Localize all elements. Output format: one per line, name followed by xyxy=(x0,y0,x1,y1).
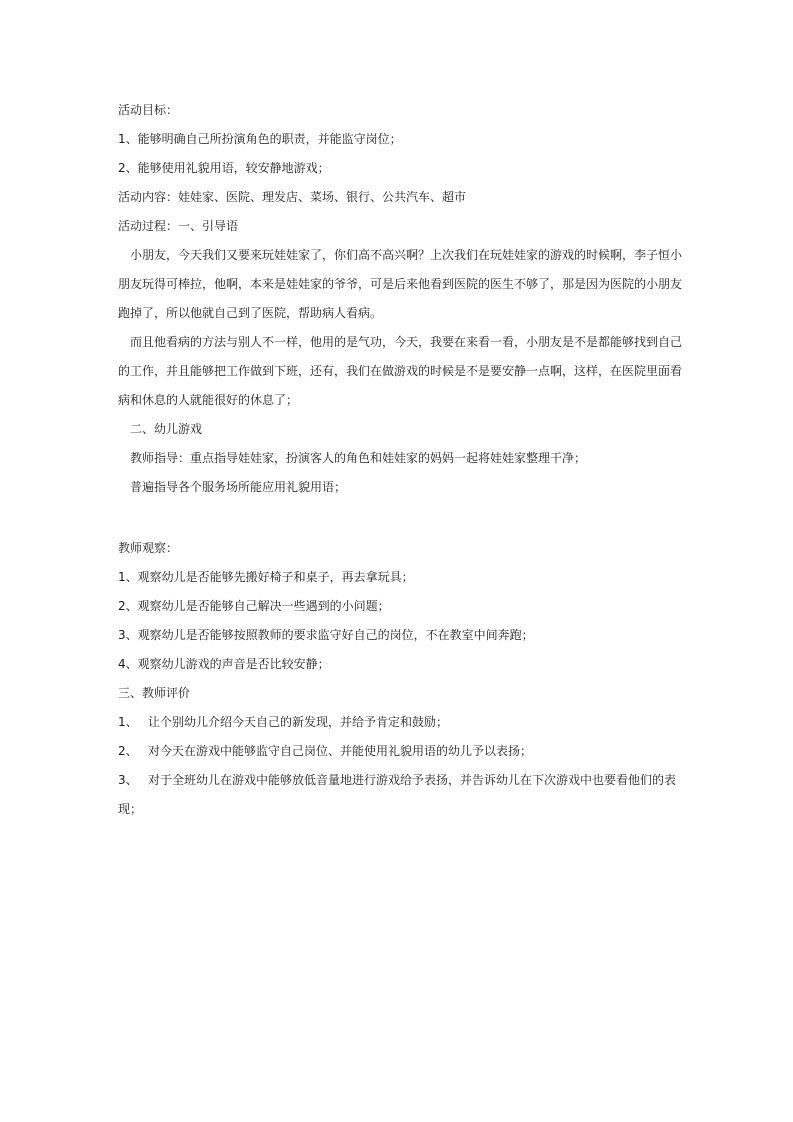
process-heading: 活动过程：一、引导语 xyxy=(118,219,239,233)
goal-heading: 活动目标： xyxy=(118,103,179,117)
evaluation-item xyxy=(118,766,683,824)
observation-item: 4、观察幼儿游戏的声音是否比较安静； xyxy=(118,657,330,671)
goal-item: 1、能够明确自己所扮演角色的职责，并能监守岗位； xyxy=(118,132,402,146)
observation-item: 2、观察幼儿是否能够自己解决一些遇到的小问题； xyxy=(118,599,390,613)
intro-paragraph: 而且他看病的方法与别人不一样，他用的是气功，今天，我要在来看一看，小朋友是不是都能够找到自己的工作，并且能够把工作做到下班，还有，我们在做游戏的时候是不是要安静一点啊，这样，在医院里面看病和休息的人就能很好的休息了； xyxy=(118,335,683,407)
intro-paragraph: 小朋友，今天我们又要来玩娃娃家了，你们高不高兴啊？上次我们在玩娃娃家的游戏的时候啊，李子恒小朋友玩得可棒拉，他啊，本来是娃娃家的爷爷，可是后来他看到医院的医生不够了，那是因为医院的小朋友跑掉了，所以他就自己到了医院，帮助病人看病。 xyxy=(118,248,683,320)
evaluation-item xyxy=(118,708,683,737)
goal-item: 2、能够使用礼貌用语，较安静地游戏； xyxy=(118,161,330,175)
evaluation-number: 1、 xyxy=(118,715,138,729)
game-heading: 二、幼儿游戏 xyxy=(130,422,203,436)
observation-item: 3、观察幼儿是否能够按照教师的要求监守好自己的岗位，不在教室中间奔跑； xyxy=(118,628,534,642)
activity-content: 活动内容：娃娃家、医院、理发店、菜场、银行、公共汽车、超市 xyxy=(118,190,467,204)
observe-heading: 教师观察： xyxy=(118,541,179,555)
evaluation-text: 对今天在游戏中能够监守自己岗位、并能使用礼貌用语的幼儿予以表扬； xyxy=(148,744,533,758)
evaluation-number: 3、 xyxy=(118,773,138,787)
observation-item: 1、观察幼儿是否能够先搬好椅子和桌子，再去拿玩具； xyxy=(118,570,414,584)
document-body xyxy=(118,96,683,824)
guidance-line: 普遍指导各个服务场所能应用礼貌用语； xyxy=(130,480,347,494)
evaluation-text: 对于全班幼儿在游戏中能够放低音量地进行游戏给予表扬，并告诉幼儿在下次游戏中也要看他们的表现； xyxy=(118,773,677,816)
evaluation-text: 让个别幼儿介绍今天自己的新发现，并给予肯定和鼓励； xyxy=(148,715,449,729)
evaluation-number: 2、 xyxy=(118,744,138,758)
blank-line xyxy=(118,502,683,534)
guidance-line: 教师指导：重点指导娃娃家，扮演客人的角色和娃娃家的妈妈一起将娃娃家整理干净； xyxy=(130,451,587,465)
evaluation-item xyxy=(118,737,683,766)
eval-heading: 三、教师评价 xyxy=(118,686,191,700)
